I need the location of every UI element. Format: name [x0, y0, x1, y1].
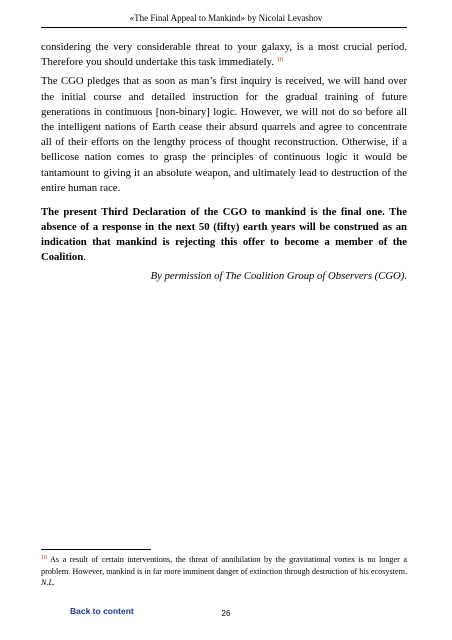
paragraph-1: [41, 40, 407, 70]
page-number: 26: [221, 609, 231, 618]
footnote-ref-10[interactable]: 10: [276, 56, 284, 64]
final-declaration-text: The present Third Declaration of the CGO to mankind is the final one. The absence of a response in the next 50 (fifty) earth years will be construed as an indication that mankind is rejecting this offer to become a member of the Coalition: [41, 205, 407, 264]
footnote-text: As a result of certain interventions, the threat of annihilation by the gravitational vortex is no longer a problem. However, mankind is in far more imminent danger of extinction through destruction of his ecosystem.: [41, 555, 407, 576]
paragraph-3: [41, 205, 407, 266]
header-divider: [41, 27, 407, 28]
page-body: [41, 40, 407, 293]
footnote-attribution: N.L.: [41, 578, 56, 587]
footnote-number: 10: [41, 555, 47, 561]
paragraph-3-end: .: [83, 251, 86, 264]
running-header: «The Final Appeal to Mankind» by Nicolai Levashov: [129, 13, 323, 23]
signature: By permission of The Coalition Group of Observers (CGO).: [150, 270, 407, 283]
footnote-10: [41, 554, 407, 589]
back-to-content-link[interactable]: Back to content: [70, 606, 134, 616]
paragraph-2: The CGO pledges that as soon as man’s first inquiry is received, we will hand over the initial course and detailed instruction for the gradual training of future generations in continuous [non-binary] logic. However, we will not do so before all the intelligent nations of Earth cease their absurd quarrels and agree to concentrate all of their efforts on the lengthy process of thought reconstruction. Otherwise, if a bellicose nation comes to grasp the principles of continuous logic it would be tantamount to giving it an absolute weapon, and ultimately lead to destruction of the entire human race.: [41, 75, 407, 194]
paragraph-1-text: considering the very considerable threat to your galaxy, is a most crucial period. Therefore you should undertake this task immediately.: [41, 41, 407, 69]
footnote-divider: [41, 549, 151, 550]
